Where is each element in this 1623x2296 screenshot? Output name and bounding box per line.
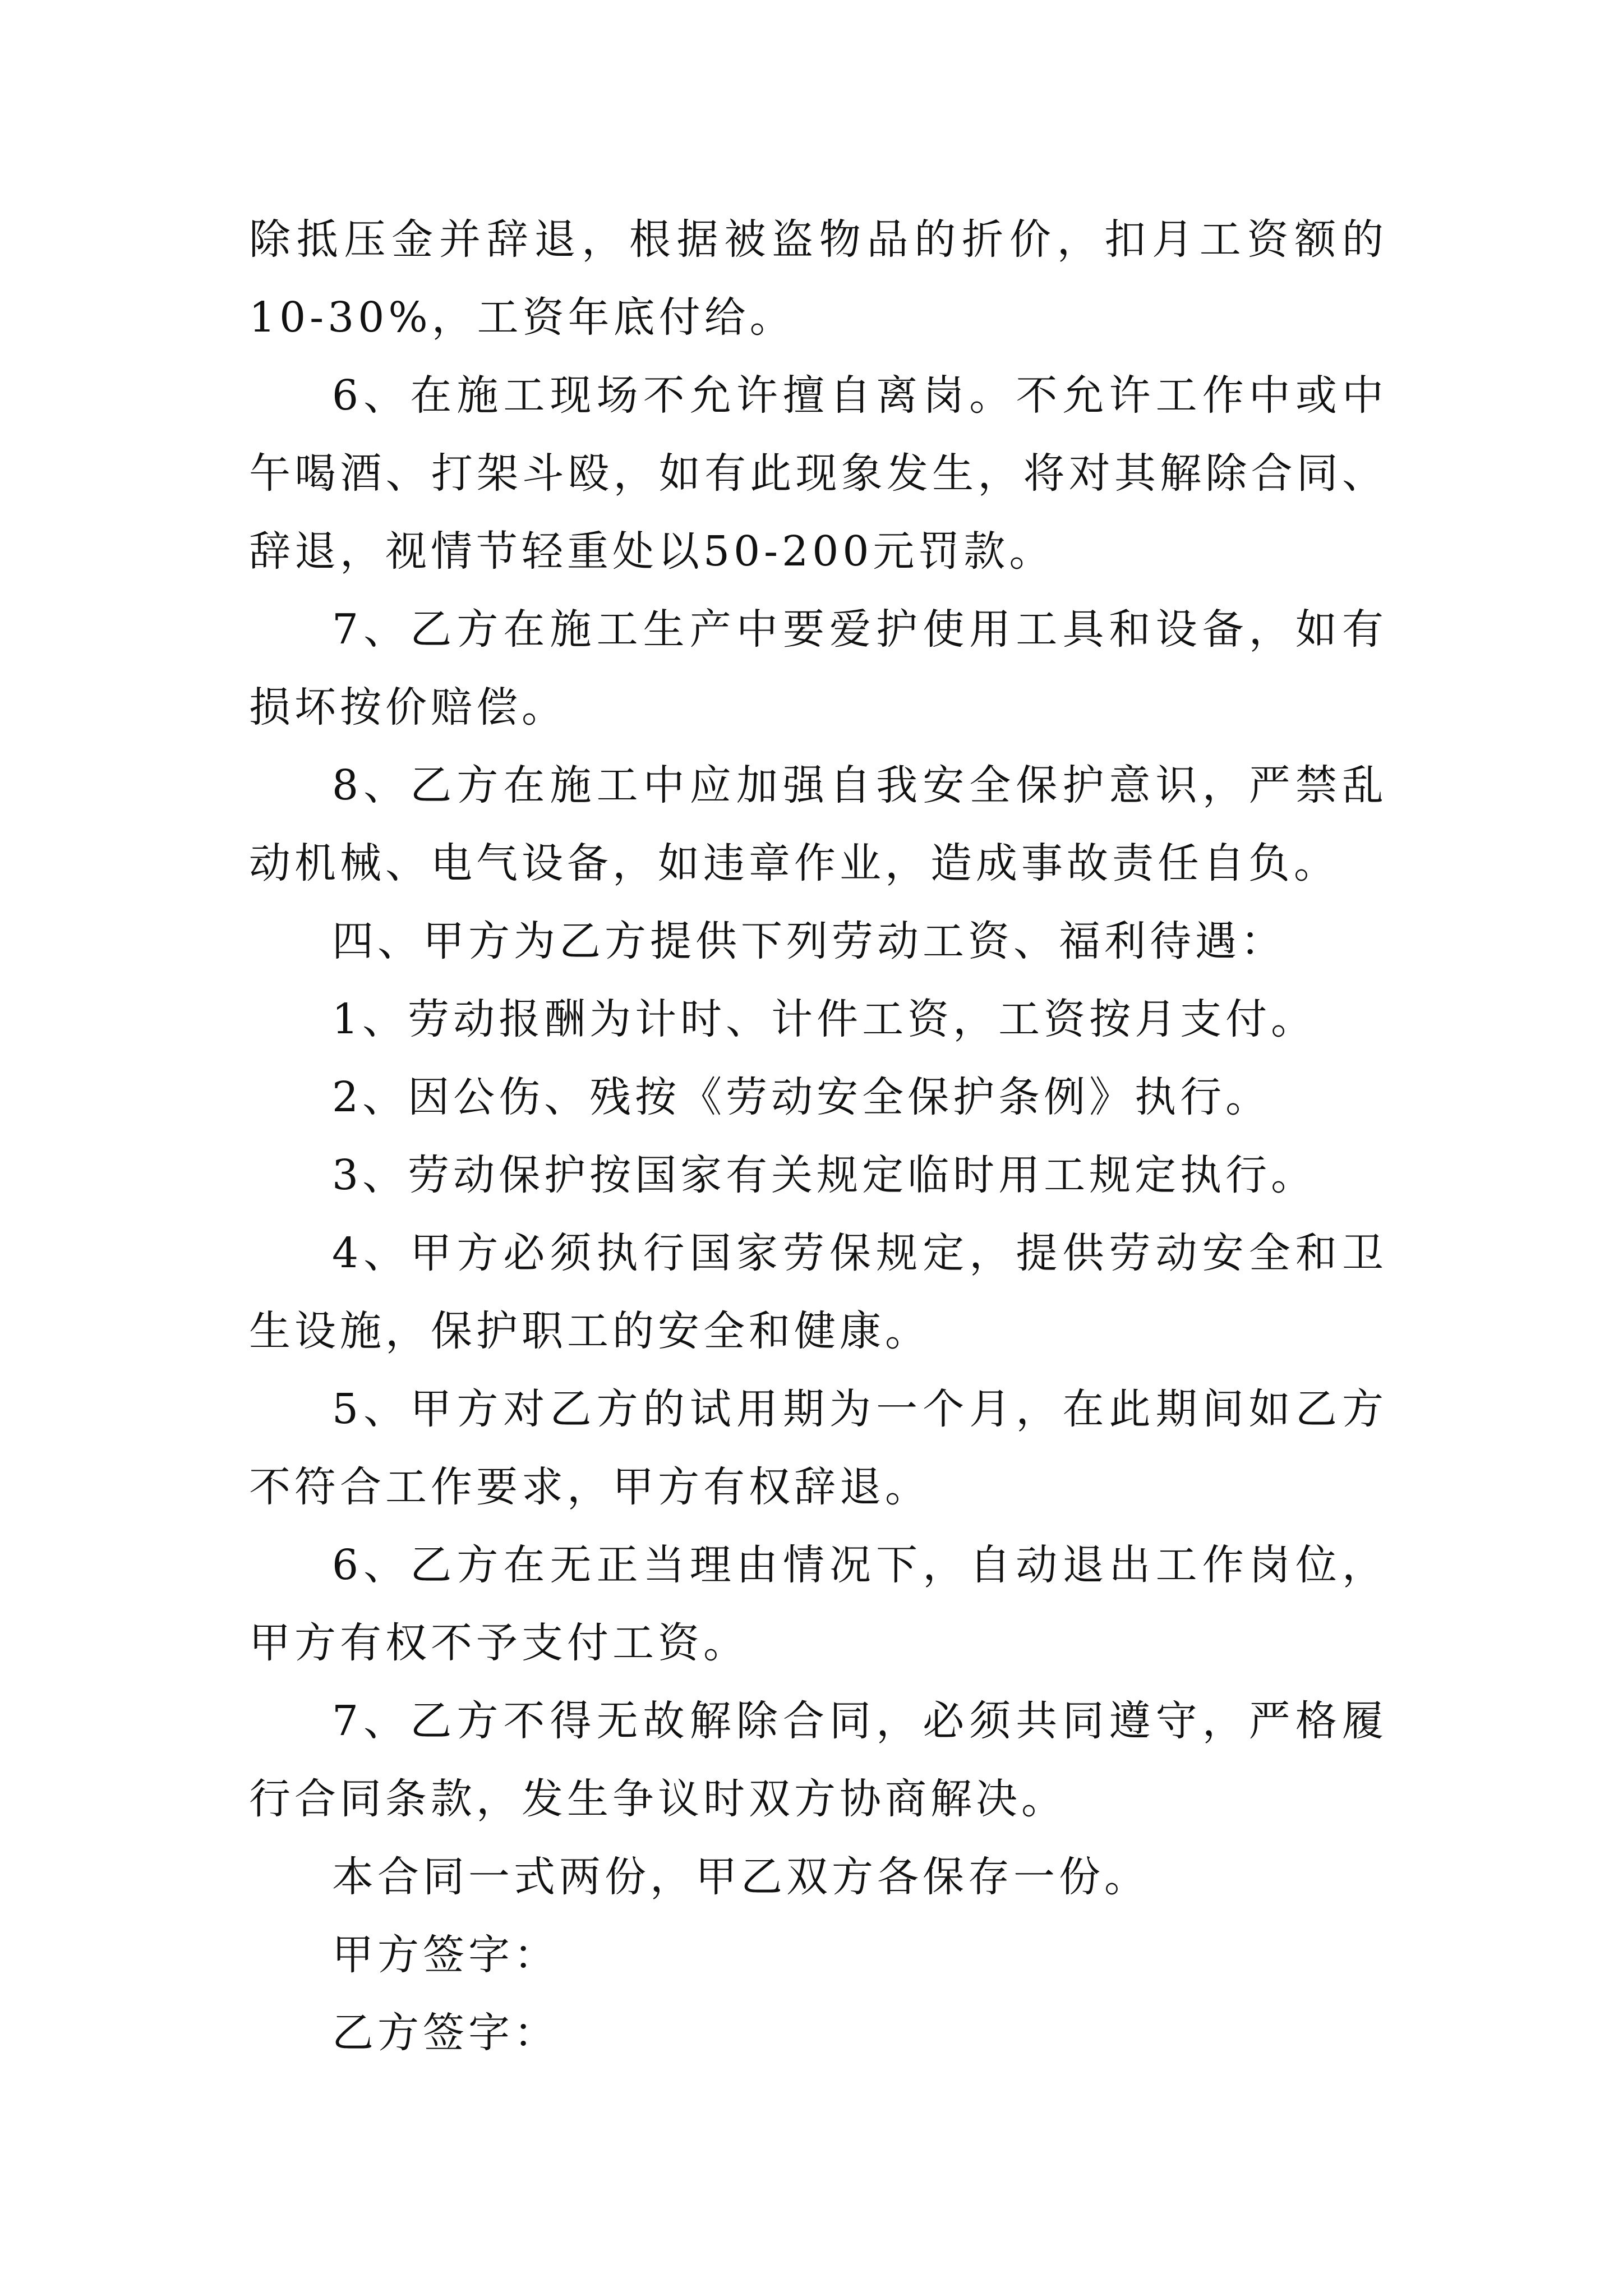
contract-body: [249, 201, 1387, 2072]
paragraph-item-5-probation: 5、甲方对乙方的试用期为一个月，在此期间如乙方不符合工作要求，甲方有权辞退。: [249, 1385, 1387, 1511]
paragraph-copies: 本合同一式两份，甲乙双方各保存一份。: [332, 1853, 1150, 1901]
section-heading-four: 四、甲方为乙方提供下列劳动工资、福利待遇：: [332, 917, 1286, 965]
paragraph-clause-6-leave-post: 6、在施工现场不允许擅自离岗。不允许工作中或中午喝酒、打架斗殴，如有此现象发生，将对其解除合同、辞退，视情节轻重处以50-200元罚款。: [249, 371, 1387, 576]
paragraph-item-6-quit: 6、乙方在无正当理由情况下，自动退出工作岗位，甲方有权不予支付工资。: [249, 1541, 1387, 1667]
paragraph-clause-7-tools: 7、乙方在施工生产中要爱护使用工具和设备，如有损坏按价赔偿。: [249, 605, 1387, 731]
paragraph-item-7-dispute: 7、乙方不得无故解除合同，必须共同遵守，严格履行合同条款，发生争议时双方协商解决。: [249, 1697, 1387, 1823]
paragraph-item-2-injury: 2、因公伤、残按《劳动安全保护条例》执行。: [332, 1073, 1271, 1121]
paragraph-item-4-labor-insurance: 4、甲方必须执行国家劳保规定，提供劳动安全和卫生设施，保护职工的安全和健康。: [249, 1229, 1387, 1355]
signature-party-a: 甲方签字：: [332, 1931, 559, 1979]
paragraph-continued-penalty: 除抵压金并辞退，根据被盗物品的折价，扣月工资额的10-30%，工资年底付给。: [249, 215, 1387, 342]
paragraph-clause-8-safety: 8、乙方在施工中应加强自我安全保护意识，严禁乱动机械、电气设备，如违章作业，造成事故责任自负。: [249, 761, 1387, 887]
paragraph-item-3-protection: 3、劳动保护按国家有关规定临时用工规定执行。: [332, 1151, 1317, 1199]
signature-party-b: 乙方签字：: [332, 2009, 559, 2057]
paragraph-item-1-wages: 1、劳动报酬为计时、计件工资，工资按月支付。: [332, 995, 1317, 1043]
